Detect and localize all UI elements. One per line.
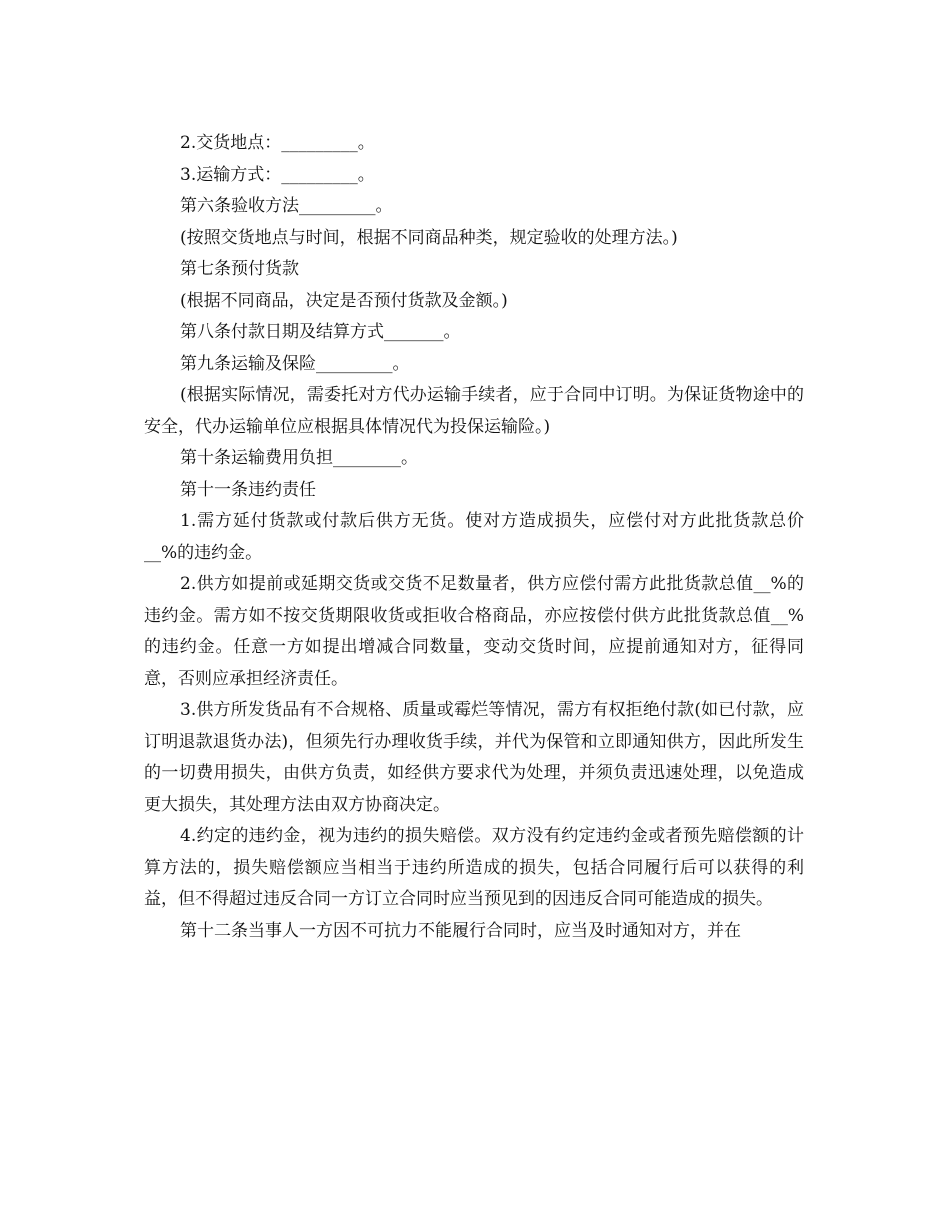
paragraph-delivery-location: 2.交货地点：_________。 — [180, 133, 375, 153]
paragraph-article-11-item-4: 4.约定的违约金，视为违约的损失赔偿。双方没有约定违约金或者预先赔偿额的计算方法的，损失赔偿额应当相当于违约所造成的损失，包括合同履行后可以获得的利益，但不得超过违反合同一方订立合同时应当预见到的因违反合同可能造成的损失。 — [144, 826, 804, 909]
paragraph-transport-method: 3.运输方式：_________。 — [180, 164, 375, 185]
paragraph-article-11-item-2: 2.供方如提前或延期交货或交货不足数量者，供方应偿付需方此批货款总值__%的违约金。需方如不按交货期限收货或拒收合格商品，亦应按偿付供方此批货款总值__%的违约金。任意一方如提出增减合同数量，变动交货时间，应提前通知对方，征得同意，否则应承担经济责任。 — [144, 574, 804, 689]
paragraph-article-6: 第六条验收方法_________。 — [180, 196, 393, 216]
paragraph-article-11-item-3: 3.供方所发货品有不合规格、质量或霉烂等情况，需方有权拒绝付款(如已付款，应订明退款退货办法)，但须先行办理收货手续，并代为保管和立即通知供方，因此所发生的一切费用损失，由供方负责，如经供方要求代为处理，并须负责迅速处理，以免造成更大损失，其处理方法由双方协商决定。 — [144, 700, 804, 815]
paragraph-article-6-note: (按照交货地点与时间，根据不同商品种类，规定验收的处理方法。) — [180, 227, 678, 248]
paragraph-article-12: 第十二条当事人一方因不可抗力不能履行合同时，应当及时通知对方，并在 — [180, 920, 741, 941]
paragraph-article-9-note: (根据实际情况，需委托对方代办运输手续者，应于合同中订明。为保证货物途中的安全，代办运输单位应根据具体情况代为投保运输险。) — [144, 385, 804, 437]
paragraph-article-11-item-1: 1.需方延付货款或付款后供方无货。使对方造成损失，应偿付对方此批货款总价__%的违约金。 — [144, 511, 804, 563]
paragraph-article-7-note: (根据不同商品，决定是否预付货款及金额。) — [180, 290, 508, 311]
paragraph-article-8: 第八条付款日期及结算方式_______。 — [180, 322, 461, 342]
paragraph-article-11: 第十一条违约责任 — [180, 479, 316, 500]
document-body — [144, 128, 804, 947]
paragraph-article-10: 第十条运输费用负担________。 — [180, 448, 418, 468]
paragraph-article-7: 第七条预付货款 — [180, 259, 299, 279]
paragraph-article-9: 第九条运输及保险_________。 — [180, 353, 410, 374]
